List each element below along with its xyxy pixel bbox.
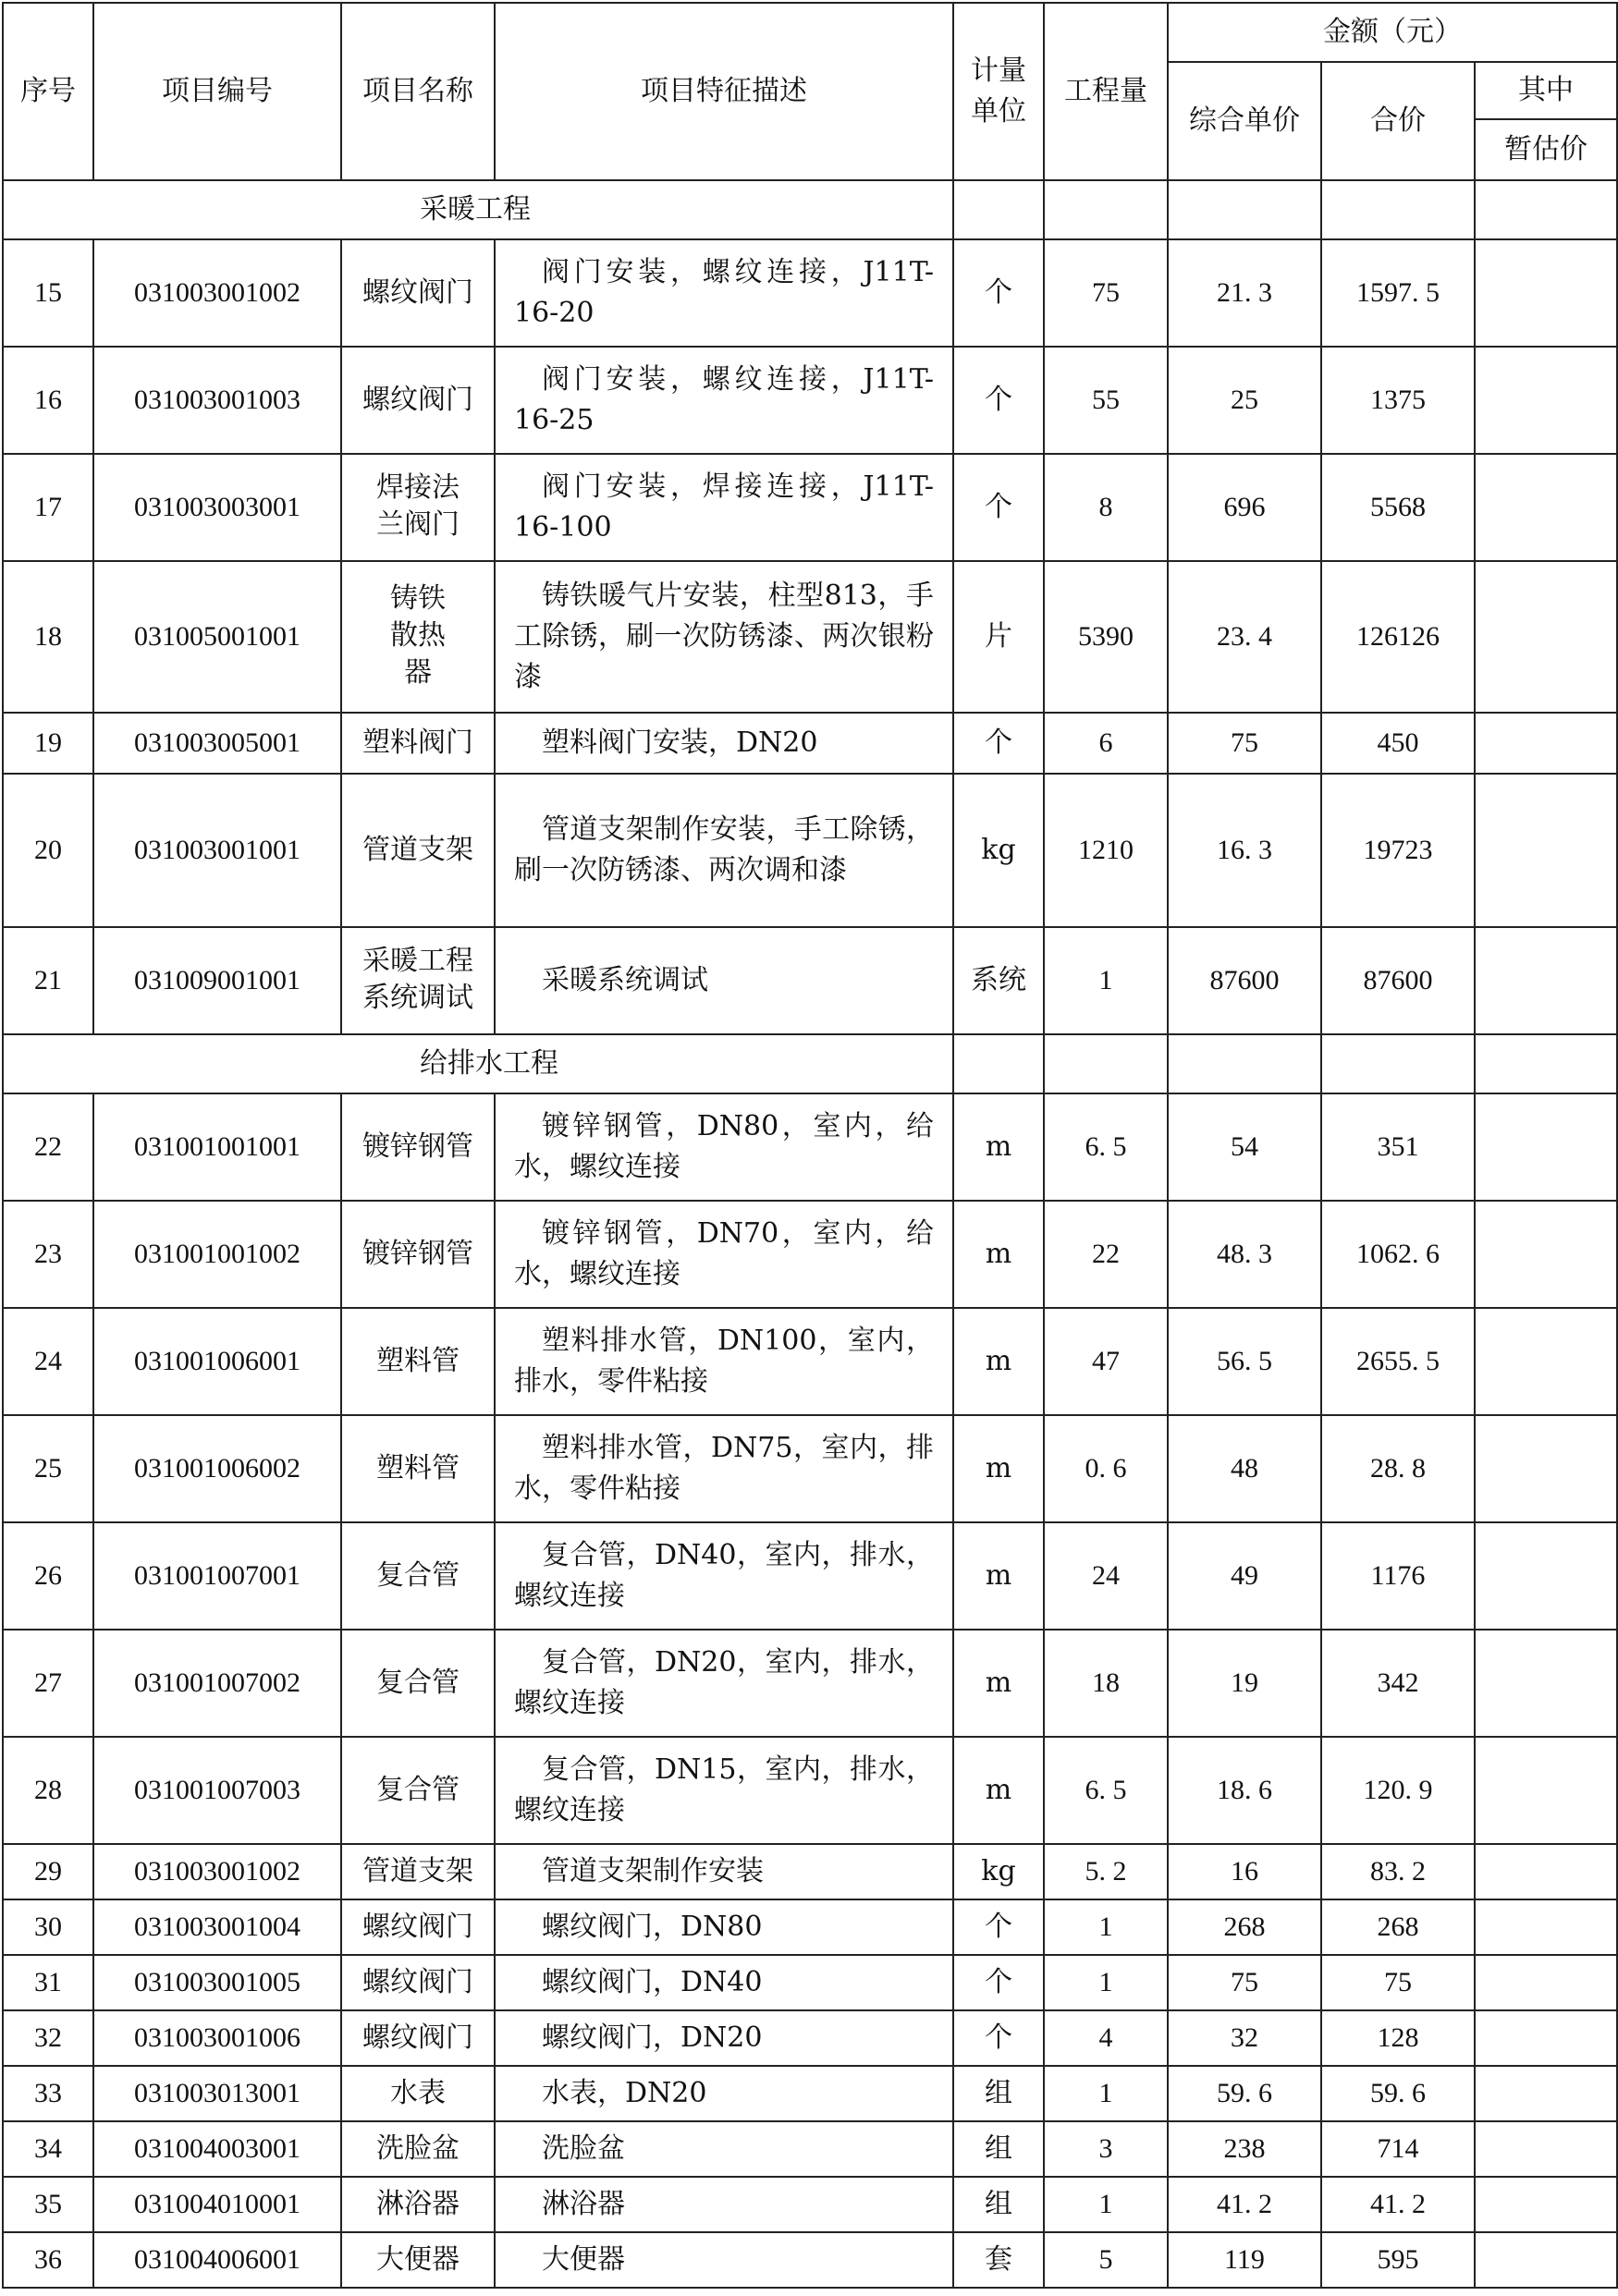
description-text: 复合管，DN20，室内，排水，螺纹连接	[514, 1646, 934, 1719]
cell-provisional	[1475, 1737, 1617, 1844]
cell-unit: 组	[953, 2066, 1044, 2121]
cell-seq: 30	[3, 1899, 93, 1955]
cell-code: 031003001003	[93, 347, 341, 454]
cell-seq: 17	[3, 454, 93, 561]
empty-cell	[953, 1034, 1044, 1093]
cell-desc	[495, 1415, 953, 1522]
cell-name	[341, 774, 495, 927]
item-name-text: 焊接法兰阀门	[376, 471, 460, 541]
cell-unit: 个	[953, 239, 1044, 347]
description-text: 管道支架制作安装	[542, 1855, 764, 1887]
cell-provisional	[1475, 239, 1617, 347]
description-text: 塑料阀门安装，DN20	[542, 727, 818, 759]
table-row	[3, 2066, 1617, 2121]
cell-code: 031001007002	[93, 1630, 341, 1737]
cell-total: 19723	[1321, 774, 1475, 927]
cell-seq: 19	[3, 713, 93, 774]
cell-desc	[495, 1844, 953, 1899]
description-text: 塑料排水管，DN75，室内，排水，零件粘接	[514, 1432, 934, 1505]
cell-total: 1176	[1321, 1522, 1475, 1630]
cell-unit: 个	[953, 1955, 1044, 2010]
empty-cell	[953, 180, 1044, 239]
cell-qty: 5390	[1044, 561, 1168, 713]
cell-seq: 25	[3, 1415, 93, 1522]
cell-code: 031003001006	[93, 2010, 341, 2066]
cell-total: 41. 2	[1321, 2177, 1475, 2232]
cell-code: 031001001001	[93, 1093, 341, 1201]
cell-qty: 55	[1044, 347, 1168, 454]
cell-qty: 22	[1044, 1201, 1168, 1308]
table-row	[3, 1844, 1617, 1899]
cell-provisional	[1475, 1844, 1617, 1899]
table-row	[3, 1522, 1617, 1630]
cell-code: 031003001002	[93, 239, 341, 347]
cell-seq: 31	[3, 1955, 93, 2010]
header-qty: 工程量	[1044, 3, 1168, 180]
cell-code: 031001007001	[93, 1522, 341, 1630]
cell-code: 031003001001	[93, 774, 341, 927]
cell-unit-price: 16. 3	[1168, 774, 1321, 927]
cell-total: 714	[1321, 2121, 1475, 2177]
item-name-text: 淋浴器	[376, 2188, 460, 2220]
description-text: 复合管，DN15，室内，排水，螺纹连接	[514, 1753, 934, 1826]
cell-code: 031003001002	[93, 1844, 341, 1899]
cell-provisional	[1475, 713, 1617, 774]
cell-seq: 22	[3, 1093, 93, 1201]
table-row	[3, 239, 1617, 347]
header-unit-text: 计量单位	[971, 55, 1026, 128]
cell-seq: 23	[3, 1201, 93, 1308]
cell-qty: 0. 6	[1044, 1415, 1168, 1522]
cell-total: 28. 8	[1321, 1415, 1475, 1522]
cell-qty: 24	[1044, 1522, 1168, 1630]
cell-code: 031001006001	[93, 1308, 341, 1415]
cell-qty: 18	[1044, 1630, 1168, 1737]
cell-desc	[495, 239, 953, 347]
cell-unit: kg	[953, 1844, 1044, 1899]
cell-desc	[495, 1093, 953, 1201]
cell-desc	[495, 347, 953, 454]
cell-unit-price: 41. 2	[1168, 2177, 1321, 2232]
cell-name	[341, 1522, 495, 1630]
table-row	[3, 2232, 1617, 2288]
cell-total: 126126	[1321, 561, 1475, 713]
cell-seq: 33	[3, 2066, 93, 2121]
cell-code: 031009001001	[93, 927, 341, 1034]
cell-qty: 6	[1044, 713, 1168, 774]
description-text: 镀锌钢管，DN80，室内，给水，螺纹连接	[514, 1110, 934, 1183]
section-row	[3, 1034, 1617, 1093]
table-row	[3, 774, 1617, 927]
cell-provisional	[1475, 1955, 1617, 2010]
cell-provisional	[1475, 1201, 1617, 1308]
cell-name	[341, 239, 495, 347]
cell-seq: 27	[3, 1630, 93, 1737]
cell-seq: 26	[3, 1522, 93, 1630]
cell-seq: 32	[3, 2010, 93, 2066]
cell-unit: 个	[953, 1899, 1044, 1955]
cell-unit-price: 18. 6	[1168, 1737, 1321, 1844]
header-unit-price: 综合单价	[1168, 62, 1321, 180]
cell-provisional	[1475, 347, 1617, 454]
cell-seq: 16	[3, 347, 93, 454]
cell-name	[341, 2177, 495, 2232]
cell-desc	[495, 2066, 953, 2121]
cell-total: 1062. 6	[1321, 1201, 1475, 1308]
item-name-text: 螺纹阀门	[362, 1911, 473, 1943]
cell-total: 75	[1321, 1955, 1475, 2010]
description-text: 塑料排水管，DN100，室内，排水，零件粘接	[514, 1325, 934, 1398]
empty-cell	[1168, 1034, 1321, 1093]
cell-seq: 18	[3, 561, 93, 713]
cell-name	[341, 1201, 495, 1308]
cell-desc	[495, 1201, 953, 1308]
item-name-text: 复合管	[376, 1559, 460, 1592]
cell-provisional	[1475, 454, 1617, 561]
cell-seq: 36	[3, 2232, 93, 2288]
item-name-text: 塑料管	[376, 1452, 460, 1484]
table-row	[3, 713, 1617, 774]
cell-code: 031001006002	[93, 1415, 341, 1522]
table-row	[3, 1737, 1617, 1844]
item-name-text: 管道支架	[362, 1855, 473, 1887]
cell-name	[341, 2066, 495, 2121]
cell-name	[341, 1899, 495, 1955]
description-text: 水表，DN20	[542, 2077, 707, 2109]
cell-unit-price: 75	[1168, 1955, 1321, 2010]
description-text: 铸铁暖气片安装，柱型813，手工除锈，刷一次防锈漆、两次银粉漆	[514, 580, 934, 693]
description-text: 镀锌钢管，DN70，室内，给水，螺纹连接	[514, 1217, 934, 1290]
cell-unit: 片	[953, 561, 1044, 713]
item-name-text: 塑料阀门	[362, 727, 473, 759]
cell-total: 342	[1321, 1630, 1475, 1737]
cell-qty: 4	[1044, 2010, 1168, 2066]
cell-unit: m	[953, 1415, 1044, 1522]
cell-unit: 个	[953, 713, 1044, 774]
cell-unit: 组	[953, 2121, 1044, 2177]
cell-qty: 1	[1044, 2177, 1168, 2232]
item-name-text: 铸铁散热器	[390, 582, 446, 689]
table-row	[3, 561, 1617, 713]
item-name-text: 螺纹阀门	[362, 2021, 473, 2054]
cell-provisional	[1475, 2066, 1617, 2121]
cell-unit: m	[953, 1737, 1044, 1844]
cell-total: 120. 9	[1321, 1737, 1475, 1844]
cell-name	[341, 1844, 495, 1899]
item-name-text: 螺纹阀门	[362, 276, 473, 309]
description-text: 螺纹阀门，DN80	[542, 1911, 763, 1943]
cell-unit-price: 87600	[1168, 927, 1321, 1034]
table-row	[3, 2177, 1617, 2232]
cell-code: 031001007003	[93, 1737, 341, 1844]
item-name-text: 镀锌钢管	[362, 1238, 473, 1270]
cell-desc	[495, 2232, 953, 2288]
cell-unit: 系统	[953, 927, 1044, 1034]
cell-name	[341, 561, 495, 713]
cell-code: 031004006001	[93, 2232, 341, 2288]
cell-total: 450	[1321, 713, 1475, 774]
empty-cell	[1321, 180, 1475, 239]
cell-name	[341, 1308, 495, 1415]
description-text: 阀门安装，螺纹连接，J11T-16-25	[514, 363, 934, 436]
cell-name	[341, 1955, 495, 2010]
table-row	[3, 2121, 1617, 2177]
header-code: 项目编号	[93, 3, 341, 180]
item-name-text: 螺纹阀门	[362, 1966, 473, 1998]
cell-provisional	[1475, 2010, 1617, 2066]
header-total: 合价	[1321, 62, 1475, 180]
cell-total: 5568	[1321, 454, 1475, 561]
header-desc: 项目特征描述	[495, 3, 953, 180]
description-text: 复合管，DN40，室内，排水，螺纹连接	[514, 1539, 934, 1612]
table-row	[3, 1308, 1617, 1415]
cell-name	[341, 2010, 495, 2066]
cell-qty: 75	[1044, 239, 1168, 347]
cell-desc	[495, 2121, 953, 2177]
cell-seq: 34	[3, 2121, 93, 2177]
cell-desc	[495, 2177, 953, 2232]
cell-unit-price: 21. 3	[1168, 239, 1321, 347]
cell-unit: m	[953, 1630, 1044, 1737]
item-name-text: 螺纹阀门	[362, 384, 473, 416]
cell-seq: 29	[3, 1844, 93, 1899]
cell-name	[341, 1737, 495, 1844]
cell-desc	[495, 2010, 953, 2066]
cell-desc	[495, 1308, 953, 1415]
item-name-text: 复合管	[376, 1774, 460, 1806]
cell-qty: 1	[1044, 1899, 1168, 1955]
empty-cell	[1321, 1034, 1475, 1093]
header-of-which: 其中	[1475, 62, 1617, 119]
cell-provisional	[1475, 2177, 1617, 2232]
table-row	[3, 347, 1617, 454]
cell-name	[341, 1630, 495, 1737]
table-row	[3, 1201, 1617, 1308]
description-text: 淋浴器	[542, 2188, 625, 2220]
item-name-text: 大便器	[376, 2243, 460, 2276]
cell-qty: 6. 5	[1044, 1737, 1168, 1844]
cell-unit: m	[953, 1201, 1044, 1308]
cell-code: 031001001002	[93, 1201, 341, 1308]
description-text: 阀门安装，焊接连接，J11T-16-100	[514, 470, 934, 543]
cell-total: 128	[1321, 2010, 1475, 2066]
cell-unit: m	[953, 1093, 1044, 1201]
cell-seq: 15	[3, 239, 93, 347]
cell-desc	[495, 1522, 953, 1630]
empty-cell	[1168, 180, 1321, 239]
cell-unit: kg	[953, 774, 1044, 927]
cell-unit-price: 75	[1168, 713, 1321, 774]
description-text: 管道支架制作安装，手工除锈，刷一次防锈漆、两次调和漆	[514, 813, 934, 886]
cell-provisional	[1475, 1308, 1617, 1415]
cell-unit-price: 59. 6	[1168, 2066, 1321, 2121]
item-name-text: 镀锌钢管	[362, 1130, 473, 1163]
item-name-text: 水表	[390, 2077, 446, 2109]
cell-name	[341, 1415, 495, 1522]
cell-qty: 1	[1044, 2066, 1168, 2121]
cell-unit-price: 56. 5	[1168, 1308, 1321, 1415]
cell-desc	[495, 927, 953, 1034]
cell-provisional	[1475, 1415, 1617, 1522]
table-row	[3, 1630, 1617, 1737]
cell-unit-price: 25	[1168, 347, 1321, 454]
cell-total: 87600	[1321, 927, 1475, 1034]
cell-desc	[495, 1737, 953, 1844]
empty-cell	[1475, 180, 1617, 239]
item-name-text: 复合管	[376, 1667, 460, 1699]
cell-unit: m	[953, 1308, 1044, 1415]
section-title: 给排水工程	[3, 1034, 953, 1093]
table-body	[3, 180, 1617, 2288]
empty-cell	[1044, 180, 1168, 239]
cell-desc	[495, 774, 953, 927]
table-row	[3, 927, 1617, 1034]
cell-name	[341, 2121, 495, 2177]
header-provisional: 暂估价	[1475, 119, 1617, 180]
cell-name	[341, 713, 495, 774]
cell-name	[341, 2232, 495, 2288]
cell-desc	[495, 1899, 953, 1955]
cell-total: 268	[1321, 1899, 1475, 1955]
cell-provisional	[1475, 927, 1617, 1034]
cell-desc	[495, 561, 953, 713]
cell-code: 031003001004	[93, 1899, 341, 1955]
cell-provisional	[1475, 1630, 1617, 1737]
cell-seq: 35	[3, 2177, 93, 2232]
cell-unit-price: 48. 3	[1168, 1201, 1321, 1308]
bill-of-quantities-table	[2, 2, 1618, 2289]
cell-unit: 个	[953, 454, 1044, 561]
cell-unit-price: 49	[1168, 1522, 1321, 1630]
cell-desc	[495, 454, 953, 561]
description-text: 螺纹阀门，DN40	[542, 1966, 763, 1998]
cell-desc	[495, 1630, 953, 1737]
item-name-text: 塑料管	[376, 1345, 460, 1377]
cell-code: 031003013001	[93, 2066, 341, 2121]
cell-desc	[495, 713, 953, 774]
cell-total: 2655. 5	[1321, 1308, 1475, 1415]
cell-code: 031004003001	[93, 2121, 341, 2177]
cell-provisional	[1475, 2232, 1617, 2288]
cell-unit: m	[953, 1522, 1044, 1630]
header-name: 项目名称	[341, 3, 495, 180]
empty-cell	[1475, 1034, 1617, 1093]
item-name-text: 洗脸盆	[376, 2132, 460, 2165]
cell-qty: 3	[1044, 2121, 1168, 2177]
section-title: 采暖工程	[3, 180, 953, 239]
table-row	[3, 454, 1617, 561]
cell-name	[341, 454, 495, 561]
cell-unit-price: 19	[1168, 1630, 1321, 1737]
cell-unit-price: 268	[1168, 1899, 1321, 1955]
cell-code: 031003001005	[93, 1955, 341, 2010]
cell-total: 83. 2	[1321, 1844, 1475, 1899]
cell-qty: 1	[1044, 927, 1168, 1034]
cell-name	[341, 1093, 495, 1201]
header-unit	[953, 3, 1044, 180]
section-row	[3, 180, 1617, 239]
table-header	[3, 3, 1617, 180]
cell-provisional	[1475, 2121, 1617, 2177]
table-row	[3, 1415, 1617, 1522]
table-row	[3, 1899, 1617, 1955]
cell-desc	[495, 1955, 953, 2010]
item-name-text: 采暖工程系统调试	[362, 945, 473, 1014]
table-row	[3, 1955, 1617, 2010]
cell-unit: 套	[953, 2232, 1044, 2288]
cell-code: 031003005001	[93, 713, 341, 774]
cell-code: 031005001001	[93, 561, 341, 713]
cell-provisional	[1475, 774, 1617, 927]
cell-provisional	[1475, 1522, 1617, 1630]
description-text: 洗脸盆	[542, 2132, 625, 2165]
cell-qty: 5	[1044, 2232, 1168, 2288]
cell-total: 351	[1321, 1093, 1475, 1201]
header-seq: 序号	[3, 3, 93, 180]
item-name-text: 管道支架	[362, 834, 473, 866]
cell-provisional	[1475, 1093, 1617, 1201]
cell-name	[341, 347, 495, 454]
cell-unit-price: 54	[1168, 1093, 1321, 1201]
cell-qty: 1	[1044, 1955, 1168, 2010]
cell-qty: 8	[1044, 454, 1168, 561]
header-amount: 金额（元）	[1168, 3, 1617, 62]
cell-unit: 个	[953, 2010, 1044, 2066]
description-text: 采暖系统调试	[542, 964, 708, 996]
cell-provisional	[1475, 561, 1617, 713]
table-row	[3, 1093, 1617, 1201]
cell-unit-price: 32	[1168, 2010, 1321, 2066]
cell-seq: 24	[3, 1308, 93, 1415]
cell-seq: 20	[3, 774, 93, 927]
cell-qty: 47	[1044, 1308, 1168, 1415]
cell-unit-price: 119	[1168, 2232, 1321, 2288]
cell-unit-price: 23. 4	[1168, 561, 1321, 713]
cell-qty: 6. 5	[1044, 1093, 1168, 1201]
cell-unit-price: 48	[1168, 1415, 1321, 1522]
cell-unit: 组	[953, 2177, 1044, 2232]
cell-total: 595	[1321, 2232, 1475, 2288]
cell-unit-price: 16	[1168, 1844, 1321, 1899]
empty-cell	[1044, 1034, 1168, 1093]
description-text: 大便器	[542, 2243, 625, 2276]
cell-total: 1375	[1321, 347, 1475, 454]
cell-seq: 28	[3, 1737, 93, 1844]
cell-unit-price: 238	[1168, 2121, 1321, 2177]
cell-code: 031004010001	[93, 2177, 341, 2232]
description-text: 阀门安装，螺纹连接，J11T-16-20	[514, 256, 934, 329]
cell-unit-price: 696	[1168, 454, 1321, 561]
cell-qty: 5. 2	[1044, 1844, 1168, 1899]
cell-qty: 1210	[1044, 774, 1168, 927]
cell-unit: 个	[953, 347, 1044, 454]
table-row	[3, 2010, 1617, 2066]
cell-name	[341, 927, 495, 1034]
cell-seq: 21	[3, 927, 93, 1034]
description-text: 螺纹阀门，DN20	[542, 2021, 763, 2054]
cell-code: 031003003001	[93, 454, 341, 561]
cell-provisional	[1475, 1899, 1617, 1955]
cell-total: 1597. 5	[1321, 239, 1475, 347]
cell-total: 59. 6	[1321, 2066, 1475, 2121]
